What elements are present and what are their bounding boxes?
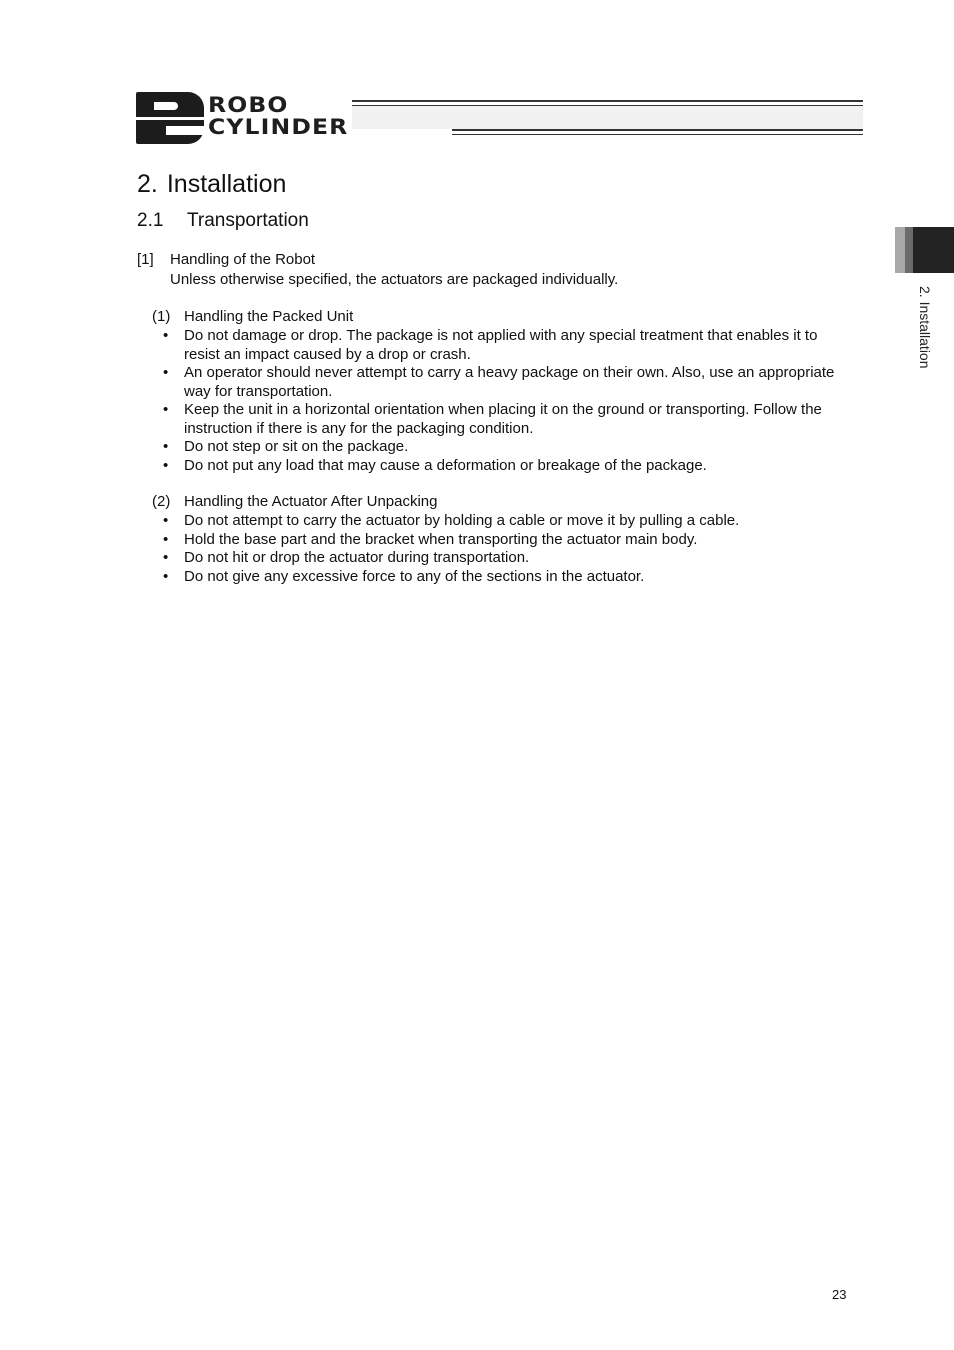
subsection-heading <box>137 251 315 268</box>
chapter-number: 2. <box>137 170 158 198</box>
list-number: (1) <box>152 308 171 325</box>
bullet-list <box>152 327 852 475</box>
header-rule-top <box>352 100 863 106</box>
bullet-icon: • <box>163 327 169 344</box>
bullet-icon: • <box>163 438 169 455</box>
list-item-text: Hold the base part and the bracket when transporting the actuator main body. <box>184 530 698 548</box>
logo-line-robo: ROBO <box>208 93 289 117</box>
logo-line-cylinder: CYLINDER <box>208 115 349 139</box>
list-item <box>152 457 852 476</box>
list-packed-unit <box>152 308 852 475</box>
list-title: Handling the Actuator After Unpacking <box>184 493 438 510</box>
side-tab-label: 2. Installation <box>917 286 933 369</box>
bullet-icon: • <box>163 530 169 548</box>
list-item <box>152 438 852 457</box>
subsection-intro: Unless otherwise specified, the actuators are packaged individually. <box>170 271 619 288</box>
chapter-title: Installation <box>166 170 287 198</box>
section-heading <box>137 210 309 232</box>
chapter-heading <box>137 170 286 199</box>
list-item <box>152 401 852 438</box>
chapter-side-tab <box>895 227 954 273</box>
list-heading <box>152 493 852 511</box>
list-item-text: Do not give any excessive force to any of the sections in the actuator. <box>184 567 645 585</box>
list-item <box>152 364 852 401</box>
logo-wordmark <box>208 95 348 139</box>
list-item-text: Do not put any load that may cause a deformation or breakage of the package. <box>184 456 707 474</box>
list-item-text: Do not damage or drop. The package is not applied with any special treatment that enables it to resist an impact caused by a drop or crash. <box>184 327 818 363</box>
list-item-text: Do not hit or drop the actuator during transportation. <box>184 549 530 566</box>
list-item <box>152 549 852 568</box>
rc-logo-mark <box>136 92 204 144</box>
list-after-unpacking <box>152 493 852 586</box>
bullet-icon: • <box>163 401 169 418</box>
bullet-icon: • <box>163 549 169 566</box>
list-item-text: Keep the unit in a horizontal orientation when placing it on the ground or transporting. Follow the instruction if there is any for the packaging condition. <box>184 401 822 437</box>
list-title: Handling the Packed Unit <box>184 308 354 325</box>
header-band <box>352 106 863 129</box>
list-item-text: Do not step or sit on the package. <box>184 438 409 455</box>
list-number: (2) <box>152 493 171 510</box>
subsection-title: Handling of the Robot <box>170 251 316 268</box>
bullet-icon: • <box>163 456 169 474</box>
section-number: 2.1 <box>137 210 164 231</box>
page-number: 23 <box>832 1287 847 1302</box>
list-heading <box>152 308 852 326</box>
subsection-number: [1] <box>137 251 154 268</box>
bullet-icon: • <box>163 364 169 381</box>
bullet-list <box>152 512 852 586</box>
bullet-icon: • <box>163 512 169 529</box>
list-item <box>152 512 852 531</box>
bullet-icon: • <box>163 567 169 585</box>
list-item <box>152 531 852 550</box>
list-item <box>152 568 852 587</box>
list-item <box>152 327 852 364</box>
header-rule-bottom <box>452 129 863 135</box>
list-item-text: An operator should never attempt to carry a heavy package on their own. Also, use an appropriate way for transportation. <box>184 364 835 400</box>
list-item-text: Do not attempt to carry the actuator by holding a cable or move it by pulling a cable. <box>184 512 740 529</box>
section-title: Transportation <box>187 210 309 231</box>
